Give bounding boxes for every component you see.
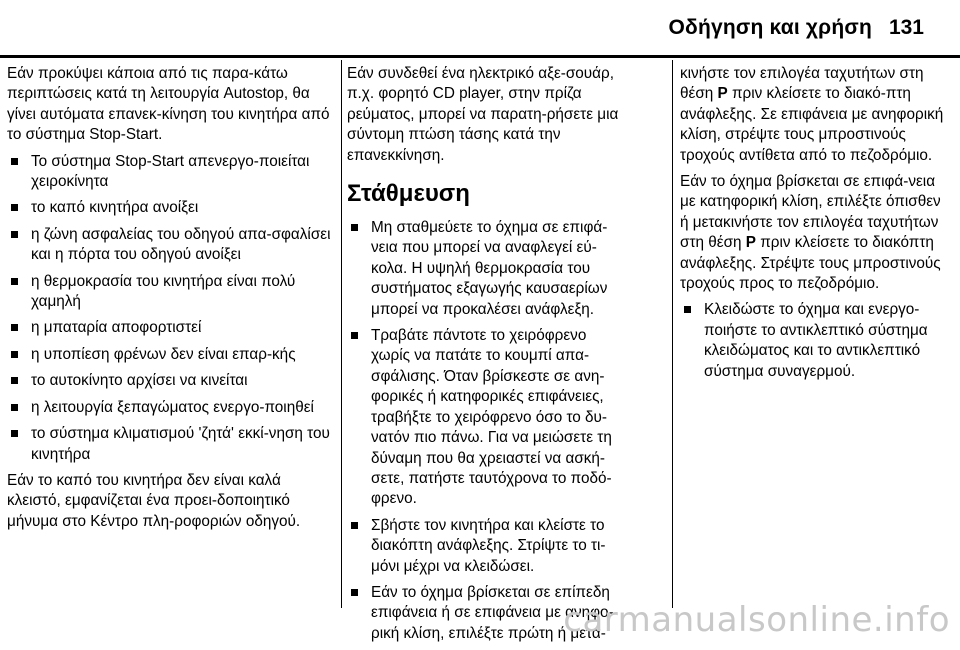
column-3 — [680, 64, 952, 388]
bullet-icon — [11, 158, 18, 165]
page-number: 131 — [888, 16, 924, 39]
column-2 — [347, 64, 629, 650]
bullet-icon — [11, 204, 18, 211]
bullet-icon — [11, 231, 18, 238]
list-item: η λειτουργία ξεπαγώματος ενεργο-ποιηθεί — [7, 398, 337, 418]
paragraph: Εάν το καπό του κινητήρα δεν είναι καλά κλειστό, εμφανίζεται ένα προει-δοποιητικό μήνυμα στο Κέντρο πλη-ροφοριών οδηγού. — [7, 471, 301, 530]
bullet-icon — [351, 332, 358, 339]
bullet-icon — [11, 404, 18, 411]
paragraph: Εάν συνδεθεί ένα ηλεκτρικό αξε-σουάρ, π.χ. φορητό CD player, στην πρίζα ρεύματος, μπορεί να παρατη-ρήσετε μια σύντομη πτώση τάσης κατά την επανεκκίνηση. — [347, 65, 619, 164]
bullet-icon — [351, 589, 358, 596]
list-item: Κλειδώστε το όχημα και ενεργο-ποιήστε το αντικλεπτικό σύστημα κλειδώματος και το αντικλεπτικό σύστημα συναγερμού. — [680, 300, 952, 382]
paragraph: Εάν το όχημα βρίσκεται σε επιφά-νεια με κατηφορική κλίση, επιλέξτε όπισθεν ή μετακινήστε τον επιλογέα ταχυτήτων στη θέση P πριν κλείσετε το διακόπτη ανάφλεξης. Στρέψτε τους μπροστινούς τροχούς προς το πεζοδρόμιο. — [680, 173, 941, 293]
list-item: Τραβάτε πάντοτε το χειρόφρενο χωρίς να πατάτε το κουμπί απα-σφάλισης. Όταν βρίσκεστε σε ανη-φορικές ή κατηφορικές επιφάνειες, τραβήξτε το χειρόφρενο όσο το δυ-νατόν πιο πάνω. Για να μειώσετε τη δύναμη που θα χρειαστεί να ασκή-σετε, πατήστε ταυτόχρονα το ποδό-φρενο. — [347, 326, 629, 510]
list-item: Εάν το όχημα βρίσκεται σε επίπεδη επιφάνεια ή σε επιφάνεια με ανηφο-ρική κλίση, επιλέξτε πρώτη ή μετα- — [347, 583, 629, 644]
list-item: το αυτοκίνητο αρχίσει να κινείται — [7, 371, 337, 391]
watermark: carmanualsonline.info — [563, 600, 950, 640]
list-item: η υποπίεση φρένων δεν είναι επαρ-κής — [7, 345, 337, 365]
bullet-icon — [351, 522, 358, 529]
list-item: η μπαταρία αποφορτιστεί — [7, 318, 337, 338]
bullet-icon — [351, 224, 358, 231]
bullet-icon — [11, 430, 18, 437]
bullet-icon — [684, 306, 691, 313]
paragraph: κινήστε τον επιλογέα ταχυτήτων στη θέση P πριν κλείσετε το διακό-πτη ανάφλεξης. Σε επιφάνεια με ανηφορική κλίση, στρέψτε τους μπροστινούς τροχούς αντίθετα από το πεζοδρόμιο. — [680, 65, 944, 164]
paragraph: Εάν προκύψει κάποια από τις παρα-κάτω περιπτώσεις κατά τη λειτουργία Autostop, θα γίνει αυτόματα επανεκ-κίνηση του κινητήρα από το σύστημα Stop-Start. — [7, 65, 330, 144]
list-item: το σύστημα κλιματισμού 'ζητά' εκκί-νηση του κινητήρα — [7, 424, 337, 465]
list-item: Το σύστημα Stop-Start απενεργο-ποιείται χειροκίνητα — [7, 152, 337, 193]
list-item: η θερμοκρασία του κινητήρα είναι πολύ χαμηλή — [7, 272, 337, 313]
header-rule — [0, 55, 960, 58]
section-heading: Στάθμευση — [347, 180, 470, 208]
column-1 — [7, 64, 337, 538]
list-item: Σβήστε τον κινητήρα και κλείστε το διακόπτη ανάφλεξης. Στρίψτε το τι-μόνι μέχρι να κλειδώσει. — [347, 516, 629, 577]
column-divider — [341, 60, 342, 608]
page-header — [0, 0, 960, 60]
list-item: η ζώνη ασφαλείας του οδηγού απα-σφαλίσει και η πόρτα του οδηγού ανοίξει — [7, 225, 337, 266]
list-item: Μη σταθμεύετε το όχημα σε επιφά-νεια που μπορεί να αναφλεγεί εύ-κολα. Η υψηλή θερμοκρασία του συστήματος εξαγωγής καυσαερίων μπορεί να προκαλέσει ανάφλεξη. — [347, 218, 629, 320]
bullet-icon — [11, 324, 18, 331]
bullet-icon — [11, 351, 18, 358]
column-divider — [672, 60, 673, 608]
bullet-icon — [11, 377, 18, 384]
section-title-header: Οδήγηση και χρήση — [668, 16, 872, 39]
list-item: το καπό κινητήρα ανοίξει — [7, 198, 337, 218]
bullet-icon — [11, 278, 18, 285]
